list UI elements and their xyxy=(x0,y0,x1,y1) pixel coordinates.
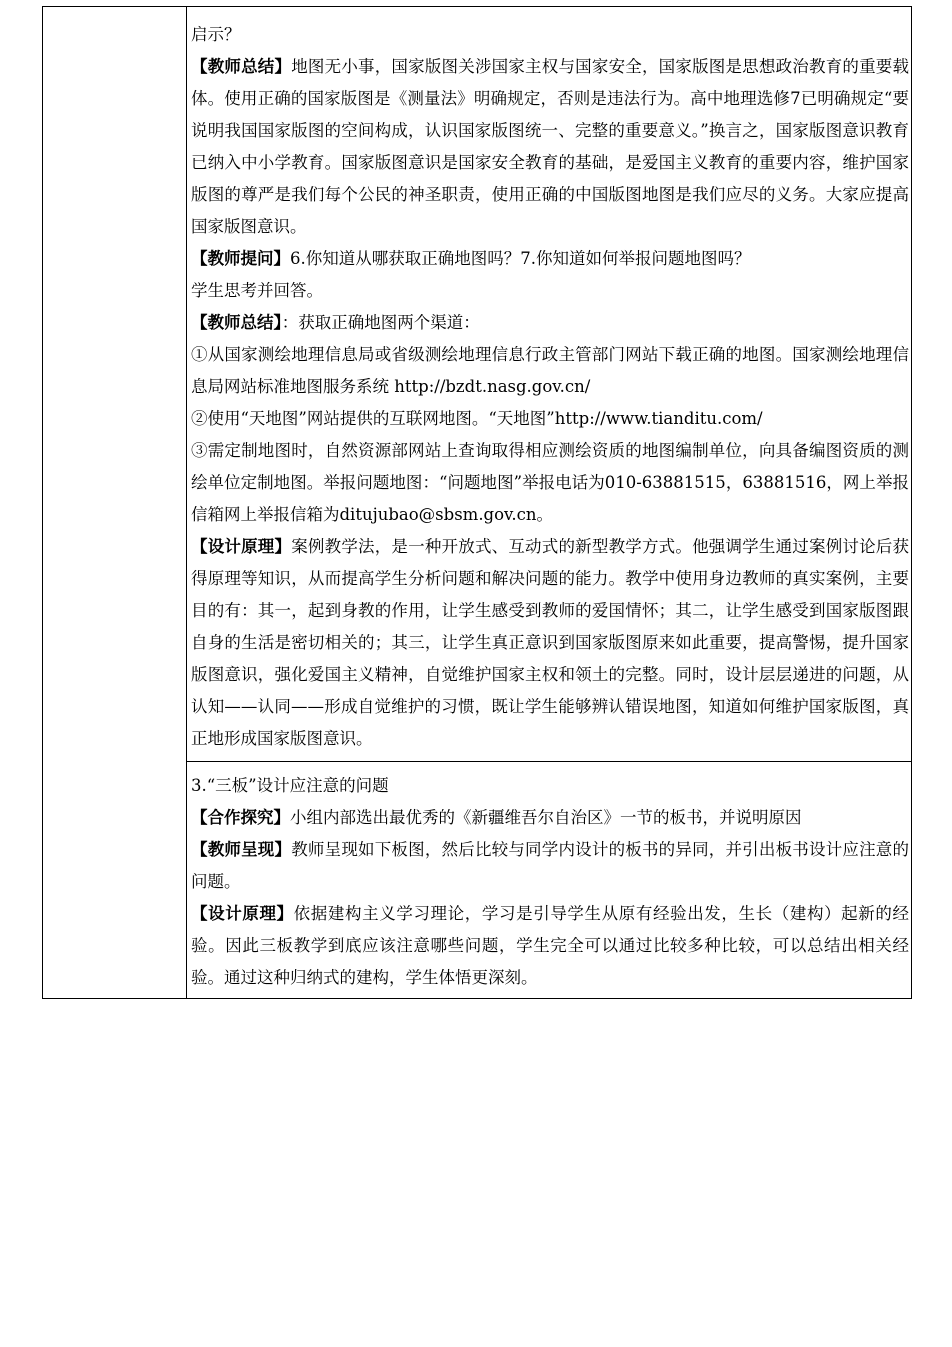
paragraph xyxy=(191,275,909,307)
paragraph xyxy=(191,531,909,755)
paragraph xyxy=(191,339,909,403)
paragraph-text: ：获取正确地图两个渠道： xyxy=(281,313,480,332)
section-tag: 【设计原理】 xyxy=(191,537,292,556)
paragraph-text: 3.“三板”设计应注意的问题 xyxy=(191,776,389,795)
paragraph xyxy=(191,435,909,531)
lesson-plan-table xyxy=(42,6,912,999)
section-tag: 【教师总结】 xyxy=(191,313,282,332)
paragraph xyxy=(191,834,909,898)
paragraph xyxy=(191,243,909,275)
paragraph-text: 案例教学法，是一种开放式、互动式的新型教学方式。他强调学生通过案例讨论后获得原理等知识，从而提高学生分析问题和解决问题的能力。教学中使用身边教师的真实案例，主要目的有：其一，起到身教的作用，让学生感受到教师的爱国情怀；其二，让学生感受到国家版图跟自身的生活是密切相关的；其三，让学生真正意识到国家版图原来如此重要，提高警惕，提升国家版图意识，强化爱国主义精神，自觉维护国家主权和领土的完整。同时，设计层层递进的问题，从认知——认同——形成自觉维护的习惯，既让学生能够辨认错误地图，知道如何维护国家版图，真正地形成国家版图意识。 xyxy=(191,537,910,748)
paragraph-text: 依据建构主义学习理论，学习是引导学生从原有经验出发，生长（建构）起新的经验。因此三板教学到底应该注意哪些问题，学生完全可以通过比较多种比较，可以总结出相关经验。通过这种归纳式的建构，学生体悟更深刻。 xyxy=(191,904,910,987)
section-tag: 【教师总结】 xyxy=(191,57,292,76)
paragraph-text: 地图无小事，国家版图关涉国家主权与国家安全，国家版图是思想政治教育的重要载体。使用正确的国家版图是《测量法》明确规定，否则是违法行为。高中地理选修7已明确规定“要说明我国国家版图的空间构成，认识国家版图统一、完整的重要意义。”换言之，国家版图意识教育已纳入中小学教育。国家版图意识是国家安全教育的基础，是爱国主义教育的重要内容，维护国家版图的尊严是我们每个公民的神圣职责，使用正确的中国版图地图是我们应尽的义务。大家应提高国家版图意识。 xyxy=(191,57,910,236)
paragraph xyxy=(191,403,909,435)
section-1-body xyxy=(187,7,911,761)
paragraph xyxy=(191,19,909,51)
paragraph xyxy=(191,898,909,994)
paragraph-text: 6.你知道从哪获取正确地图吗？7.你知道如何举报问题地图吗？ xyxy=(290,249,751,268)
section-tag: 【合作探究】 xyxy=(191,808,290,827)
paragraph-text: 启示？ xyxy=(191,25,241,44)
paragraph-text: 学生思考并回答。 xyxy=(191,281,323,300)
table-row xyxy=(43,7,912,762)
section-tag: 【设计原理】 xyxy=(191,904,294,923)
paragraph-text: ③需定制地图时，自然资源部网站上查询取得相应测绘资质的地图编制单位，向具备编图资质的测绘单位定制地图。举报问题地图：“问题地图”举报电话为010-63881515，63881516，网上举报信箱网上举报信箱为ditujubao@sbsm.gov.cn。 xyxy=(191,441,909,524)
paragraph xyxy=(191,802,909,834)
paragraph-text: 小组内部选出最优秀的《新疆维吾尔自治区》一节的板书，并说明原因 xyxy=(290,808,802,827)
paragraph-text: ①从国家测绘地理信息局或省级测绘地理信息行政主管部门网站下载正确的地图。国家测绘地理信息局网站标准地图服务系统 http://bzdt.nasg.gov.cn/ xyxy=(191,345,909,396)
left-label-cell xyxy=(43,7,187,999)
paragraph xyxy=(191,51,909,243)
paragraph-text: 教师呈现如下板图，然后比较与同学内设计的板书的异同，并引出板书设计应注意的问题。 xyxy=(191,840,910,891)
paragraph-text: ②使用“天地图”网站提供的互联网地图。“天地图”http://www.tianditu.com/ xyxy=(191,409,763,428)
paragraph xyxy=(191,770,909,802)
section-2-body xyxy=(187,762,911,998)
content-cell-1 xyxy=(187,7,912,762)
paragraph xyxy=(191,307,909,339)
section-tag: 【教师呈现】 xyxy=(191,840,292,859)
section-tag: 【教师提问】 xyxy=(191,249,290,268)
content-cell-2 xyxy=(187,762,912,999)
